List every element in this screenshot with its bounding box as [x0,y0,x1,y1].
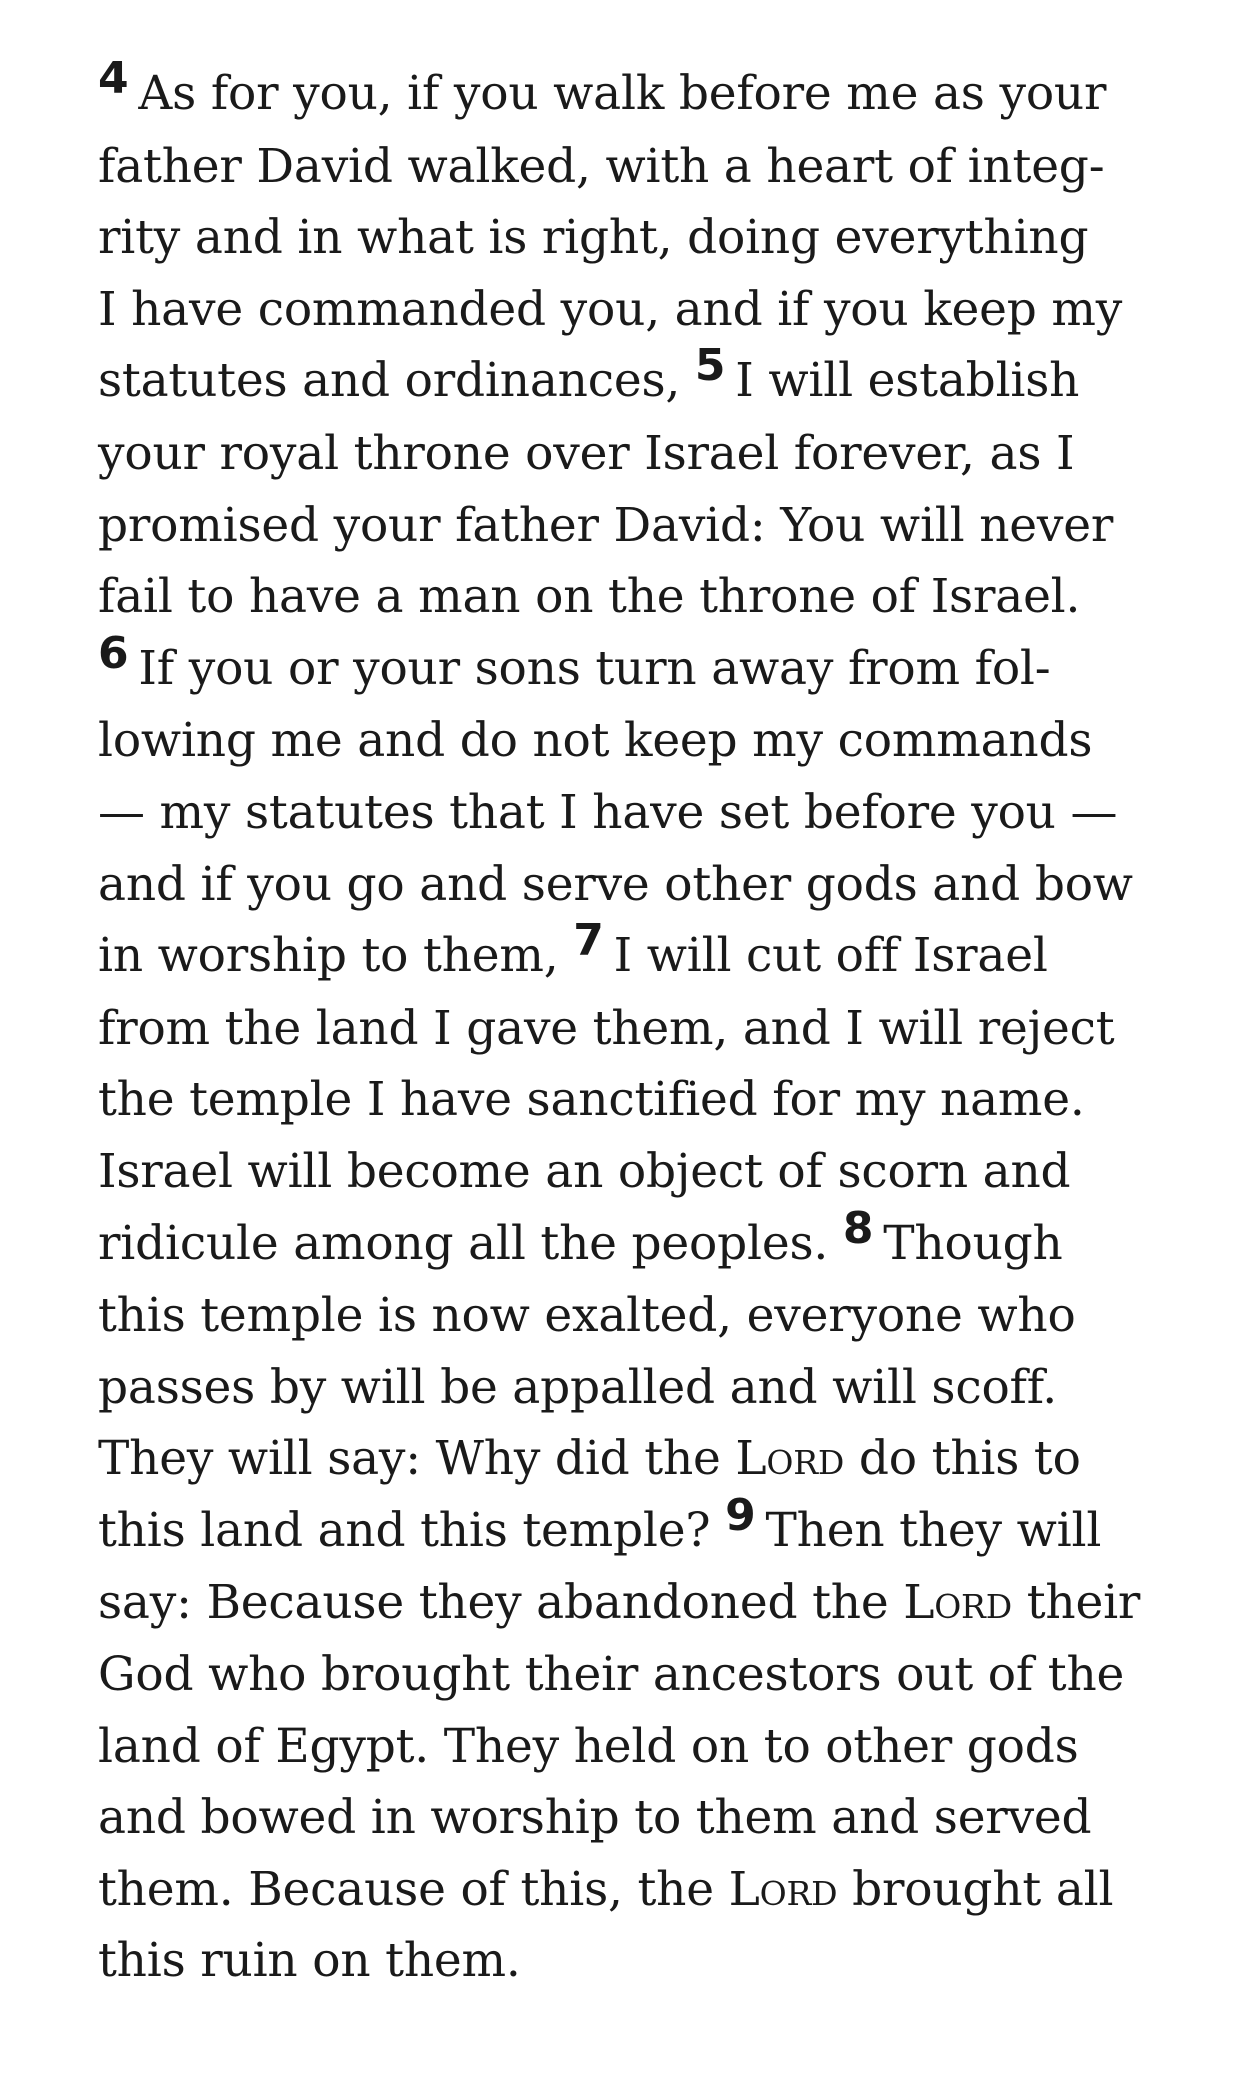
text-line: land of Egypt. They held on to other gods [98,1718,1079,1774]
verse-number: 4 [98,53,129,104]
text-line: in worship to them, 7 I will cut off Israel [98,915,1048,984]
text-line: rity and in what is right, doing everything [98,210,1089,266]
text-line: ridicule among all the peoples. 8 Though [98,1202,1063,1271]
text-line: them. Because of this, the Lord brought all [98,1861,1114,1917]
divine-name: Lord [735,1431,845,1487]
text-line: God who brought their ancestors out of the [98,1647,1125,1703]
text-line: I have commanded you, and if you keep my [98,281,1123,337]
text-line: the temple I have sanctified for my name. [98,1072,1085,1128]
text-line: Israel will become an object of scorn and [98,1143,1071,1199]
text-line: 6 If you or your sons turn away from fol- [98,627,1051,696]
text-line: statutes and ordinances, 5 I will establish [98,340,1080,409]
verse-number: 8 [842,1202,874,1254]
verse-number: 5 [694,340,726,392]
text-line: this temple is now exalted, everyone who [98,1288,1076,1344]
divine-name: Lord [728,1861,838,1917]
divine-name: Lord [903,1575,1012,1631]
text-line: — my statutes that I have set before you — [98,784,1118,840]
text-line: father David walked, with a heart of integ- [98,138,1105,194]
text-line: promised your father David: You will never [98,497,1114,553]
text-line: and if you go and serve other gods and bow [98,856,1133,912]
text-line: say: Because they abandoned the Lord their [98,1575,1141,1631]
text-line: fail to have a man on the throne of Israel. [98,569,1081,625]
verse-number: 9 [725,1489,756,1541]
verse-number: 6 [98,627,129,679]
text-line: They will say: Why did the Lord do this to [98,1431,1081,1487]
text-line: passes by will be appalled and will scoff. [98,1359,1058,1415]
text-line: this land and this temple? 9 Then they will [98,1489,1102,1558]
text-line: from the land I gave them, and I will reject [98,1000,1115,1056]
scripture-passage [98,53,1178,1997]
text-line: this ruin on them. [98,1933,521,1989]
text-line: 4 As for you, if you walk before me as your [98,53,1107,121]
verse-number: 7 [573,915,604,967]
text-line: and bowed in worship to them and served [98,1790,1092,1846]
text-line: lowing me and do not keep my commands [98,713,1093,769]
text-line: your royal throne over Israel forever, as I [98,425,1075,481]
